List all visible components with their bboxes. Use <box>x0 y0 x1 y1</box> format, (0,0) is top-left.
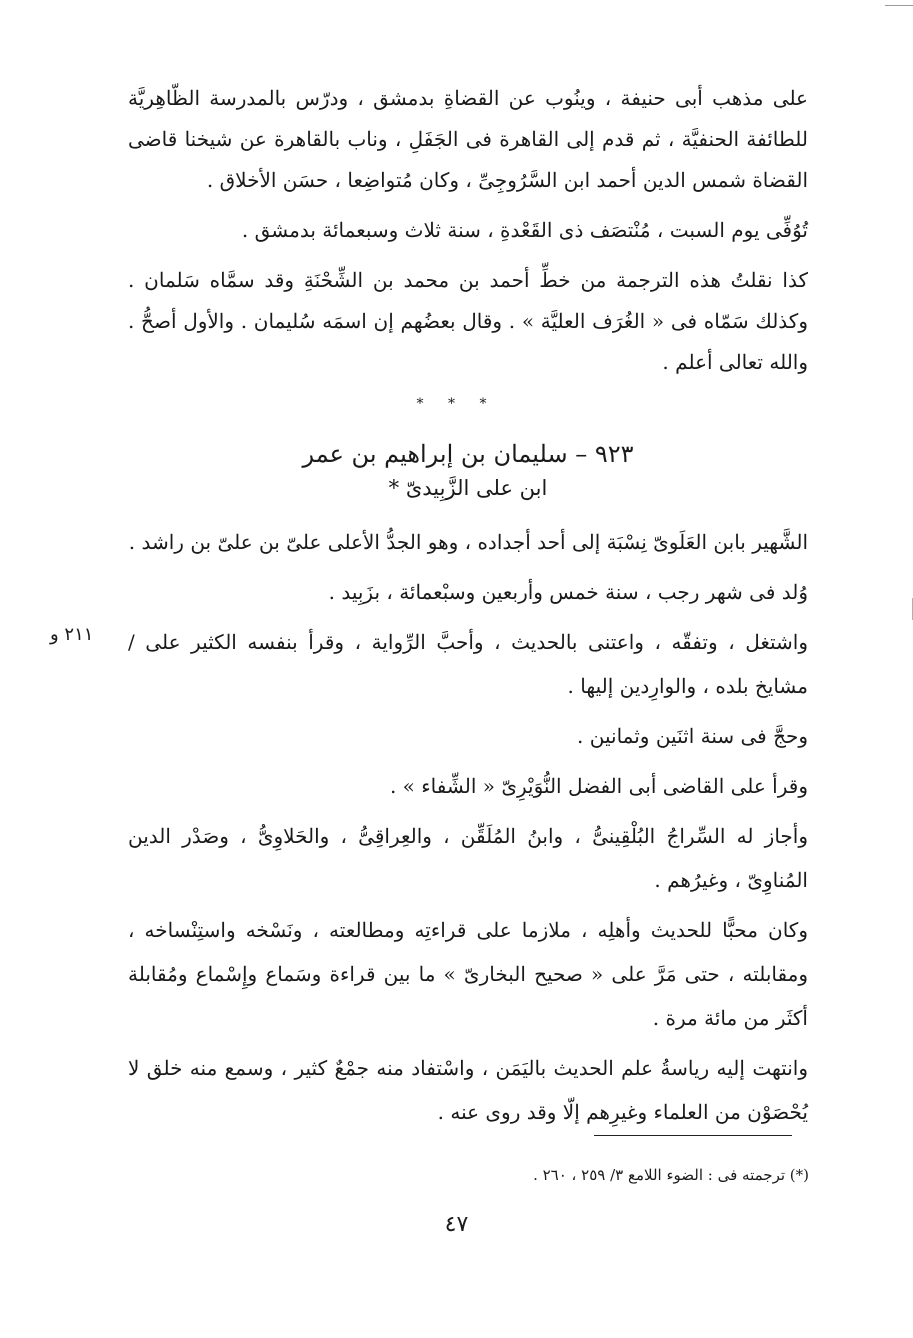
entry-subtitle: ابن على الزَّبِيدىّ * <box>388 476 548 500</box>
entry-paragraph-4: وحجَّ فى سنة اثنَين وثمانين . <box>577 724 808 748</box>
continuation-paragraph-1: على مذهب أبى حنيفة ، وينُوب عن القضاةِ بدمشق ، ودرّس بالمدرسة الظّاهِريَّة للطائفة الحنفيَّة ، ثم قدم إلى القاهرة فى الجَفَلِ ، وناب بالقاهرة عن شيخنا قاضى القضاة شمس الدين أحمد ابن السَّرُوجِىِّ ، وكان مُتواضِعا ، حسَن الأخلاق . <box>128 86 808 192</box>
footnote: (*) ترجمته فى : الضوء اللامع ٣/ ٢٥٩ ، ٢٦٠ . <box>533 1166 809 1184</box>
manuscript-folio-note: ٢١١ و <box>50 624 94 645</box>
page-edge-rule <box>885 5 913 6</box>
page-number: ٤٧ <box>444 1212 469 1237</box>
section-separator: * * * <box>416 396 497 412</box>
continuation-paragraph-3: كذا نقلتُ هذه الترجمة من خطِّ أحمد بن محمد بن الشِّحْنَةِ وقد سمَّاه سَلمان . وكذلك سَمّاه فى « الغُرَف العليَّة » . وقال بعضُهم إن اسمَه سُليمان . والأول أصحُّ . والله تعالى أعلم . <box>128 268 808 374</box>
entry-body <box>128 520 808 1140</box>
footnote-rule <box>594 1135 792 1136</box>
entry-paragraph-6: وأجاز له السِّراجُ البُلْقِينىُّ ، وابنُ المُلَقِّن ، والعِراقِىُّ ، والحَلاوِىُّ ، وصَدْر الدين المُناوِىّ ، وغيرُهم . <box>128 824 808 892</box>
entry-paragraph-8: وانتهت إليه رياسةُ علم الحديث باليَمَن ، واسْتفاد منه جمْعٌ كثير ، وسمع منه خلق لا يُحْصَوْن من العلماء وغيرِهم إلّا وقد روى عنه . <box>128 1056 808 1124</box>
entry-paragraph-2: وُلد فى شهر رجب ، سنة خمس وأربعين وسبْعمائة ، بزَبِيد . <box>328 580 808 604</box>
entry-paragraph-3: واشتغل ، وتفقّه ، واعتنى بالحديث ، وأحبَّ الرِّواية ، وقرأ بنفسه الكثير على / مشايخ بلده ، والوارِدين إليها . <box>128 630 809 698</box>
entry-title: ٩٢٣ – سليمان بن إبراهيم بن عمر <box>302 440 634 468</box>
entry-paragraph-1: الشَّهير بابن العَلَوىّ نِسْبَة إلى أحد أجداده ، وهو الجدُّ الأعلى علىّ بن علىّ بن راشد . <box>128 530 808 554</box>
entry-paragraph-7: وكان محبًّا للحديث وأهلِه ، ملازما على قراءتِه ومطالعته ، ونَسْخه واستِنْساخه ، ومقابلته ، حتى مَرَّ على « صحيح البخارىّ » ما بين قراءة وسَماع وإِسْماع ومُقابلة أكثَر من مائة مرة . <box>128 918 808 1030</box>
continuation-paragraph-2: تُوُفِّى يوم السبت ، مُنْتصَف ذى القَعْدةِ ، سنة ثلاث وسبعمائة بدمشق . <box>241 218 808 242</box>
entry-paragraph-5: وقرأ على القاضى أبى الفضل النُّوَيْرِىّ « الشِّفاء » . <box>389 774 808 798</box>
